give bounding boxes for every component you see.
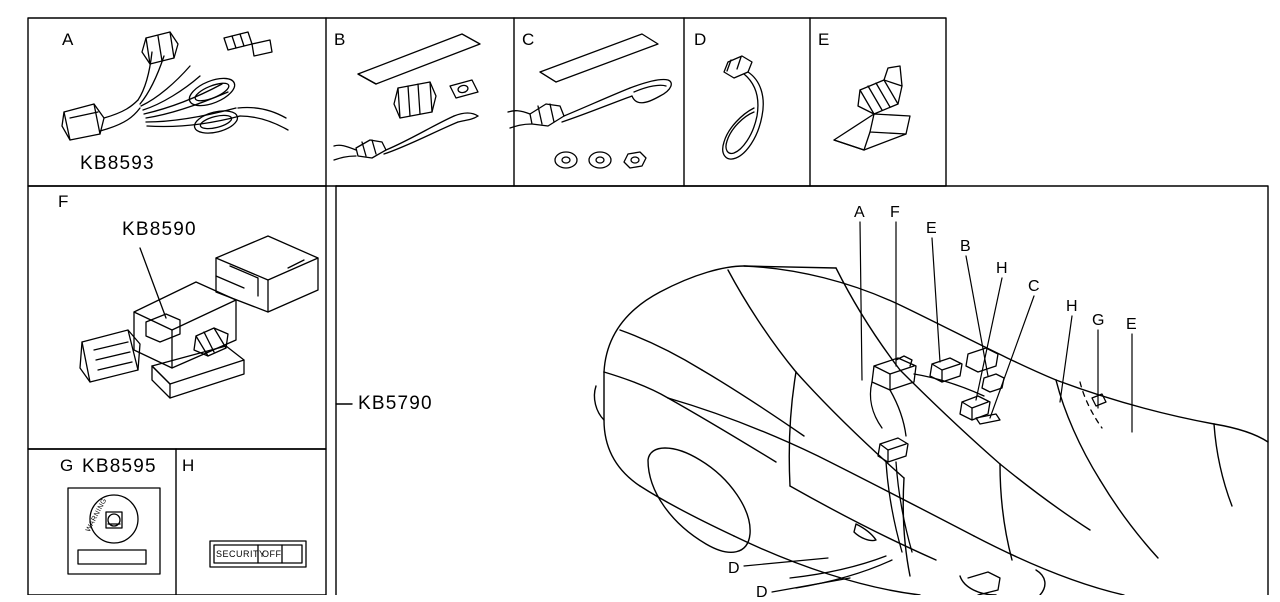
callout-c: C [1028, 278, 1041, 295]
callout-f: F [890, 204, 901, 221]
callout-d1: D [728, 560, 741, 577]
security-label-off-text: OFF [262, 549, 282, 559]
part-number-kb8590: KB8590 [122, 219, 197, 240]
callout-h2: H [1066, 298, 1079, 315]
cell-letter-h: H [182, 456, 195, 475]
cell-letter-b: B [334, 30, 346, 49]
cell-letter-f: F [58, 192, 69, 211]
cell-letter-g: G [60, 456, 74, 475]
security-label-text: SECURITY [216, 549, 266, 559]
cell-letter-a: A [62, 30, 74, 49]
cell-letter-c: C [522, 30, 535, 49]
callout-d2: D [756, 584, 769, 601]
warning-sticker-text: WARNING [84, 497, 109, 534]
callout-g: G [1092, 312, 1105, 329]
cell-letter-e: E [818, 30, 830, 49]
part-number-kb8593: KB8593 [80, 153, 155, 174]
part-number-kb8595: KB8595 [82, 456, 157, 477]
callout-a: A [854, 204, 866, 221]
part-number-kb5790: KB5790 [358, 393, 433, 414]
callout-h1: H [996, 260, 1009, 277]
callout-e1: E [926, 220, 938, 237]
callout-b: B [960, 238, 972, 255]
callout-e2: E [1126, 316, 1138, 333]
cell-letter-d: D [694, 30, 707, 49]
